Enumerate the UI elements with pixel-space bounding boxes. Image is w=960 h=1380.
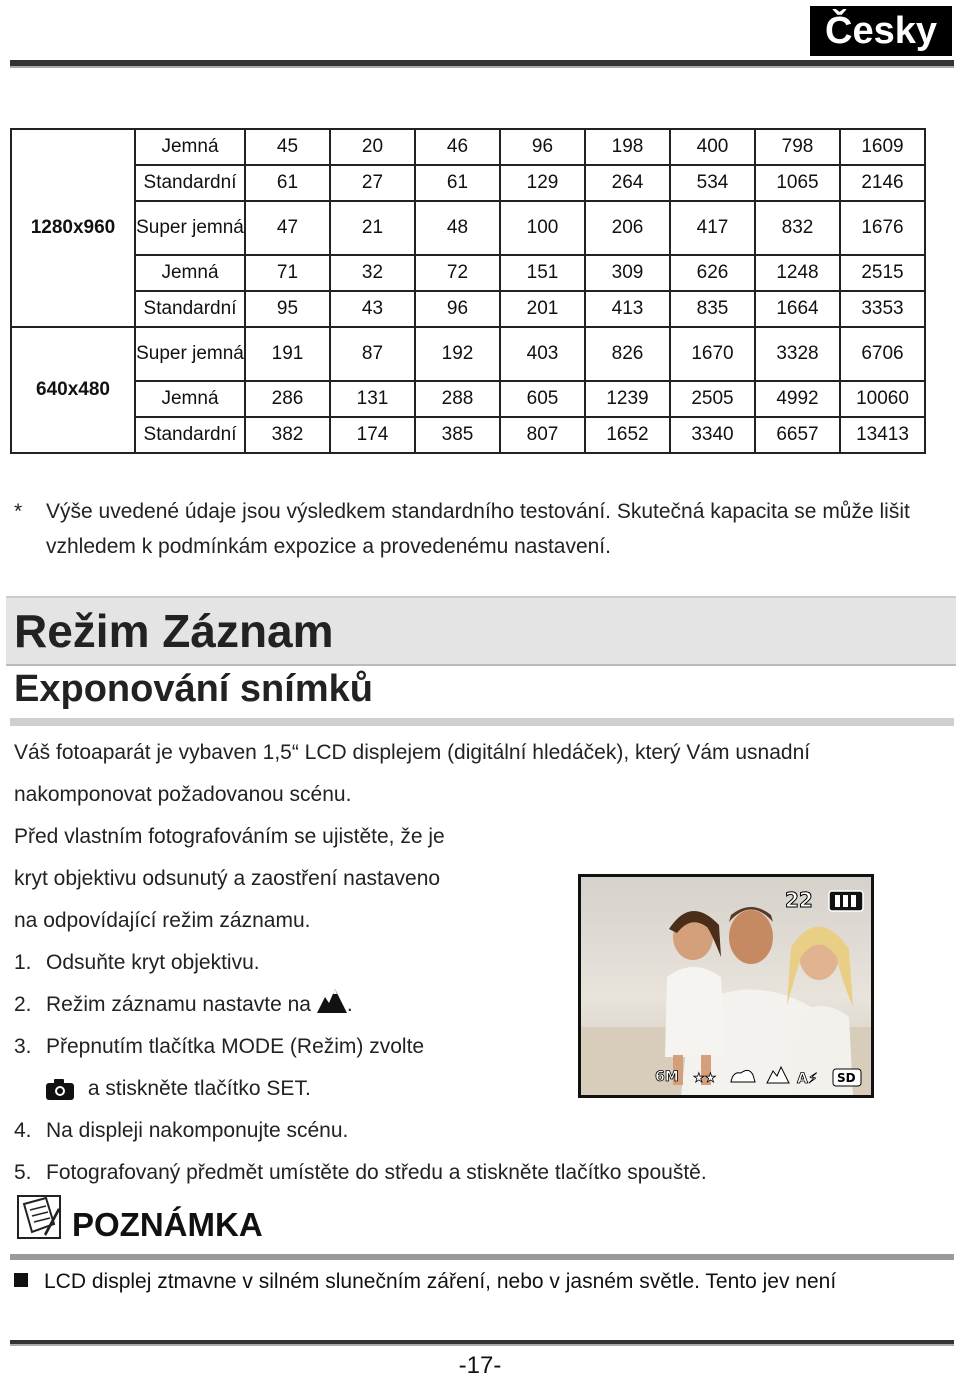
top-rule-shadow	[10, 66, 954, 68]
value-cell: 4992	[755, 381, 840, 417]
flash-auto-icon: A⚡	[797, 1071, 818, 1087]
value-cell: 1248	[755, 255, 840, 291]
value-cell: 309	[585, 255, 670, 291]
language-tab: Česky	[810, 6, 952, 56]
table-row	[11, 291, 925, 327]
value-cell: 1239	[585, 381, 670, 417]
value-cell: 3353	[840, 291, 925, 327]
value-cell: 264	[585, 165, 670, 201]
prep-line: kryt objektivu odsunutý a zaostření nastaveno	[14, 867, 441, 890]
step-text: Režim záznamu nastavte na	[46, 993, 311, 1016]
value-cell: 20	[330, 129, 415, 165]
sd-card-label: SD	[837, 1071, 856, 1085]
value-cell: 826	[585, 327, 670, 381]
value-cell: 72	[415, 255, 500, 291]
value-cell: 6706	[840, 327, 925, 381]
value-cell: 832	[755, 201, 840, 255]
value-cell: 2505	[670, 381, 755, 417]
table-row	[11, 165, 925, 201]
page-title: Režim Záznam	[14, 605, 334, 657]
value-cell: 61	[245, 165, 330, 201]
value-cell: 32	[330, 255, 415, 291]
step-number: 3.	[14, 1035, 32, 1058]
quality-cell: Super jemná	[135, 327, 245, 381]
value-cell: 129	[500, 165, 585, 201]
quality-stars-icon: ★★	[693, 1071, 717, 1086]
value-cell: 3340	[670, 417, 755, 453]
step-item	[14, 984, 353, 1026]
table-row	[11, 381, 925, 417]
value-cell: 400	[670, 129, 755, 165]
step-text: Přepnutím tlačítka MODE (Režim) zvolte	[46, 1035, 425, 1058]
value-cell: 1652	[585, 417, 670, 453]
step-number: 2.	[14, 993, 32, 1016]
value-cell: 3328	[755, 327, 840, 381]
value-cell: 47	[245, 201, 330, 255]
value-cell: 48	[415, 201, 500, 255]
value-cell: 2515	[840, 255, 925, 291]
shots-remaining: 22	[785, 888, 813, 912]
table-row	[11, 327, 925, 381]
value-cell: 100	[500, 201, 585, 255]
value-cell: 46	[415, 129, 500, 165]
step-text: a stiskněte tlačítko SET.	[87, 1077, 311, 1100]
value-cell: 288	[415, 381, 500, 417]
value-cell: 385	[415, 417, 500, 453]
value-cell: 71	[245, 255, 330, 291]
quality-cell: Standardní	[135, 417, 245, 453]
quality-cell: Jemná	[135, 129, 245, 165]
table-row	[11, 417, 925, 453]
value-cell: 417	[670, 201, 755, 255]
value-cell: 151	[500, 255, 585, 291]
value-cell: 206	[585, 201, 670, 255]
step-text: Odsuňte kryt objektivu.	[46, 951, 260, 974]
step-text: Na displeji nakomponujte scénu.	[46, 1119, 349, 1142]
table-row	[11, 129, 925, 165]
value-cell: 27	[330, 165, 415, 201]
quality-cell: Standardní	[135, 165, 245, 201]
intro-line: Váš fotoaparát je vybaven 1,5“ LCD displejem (digitální hledáček), který Vám usnadní	[14, 741, 811, 764]
footnote	[14, 494, 954, 564]
value-cell: 413	[585, 291, 670, 327]
quality-cell: Super jemná	[135, 201, 245, 255]
resolution-cell: 1280x960	[11, 129, 135, 327]
note-icon	[16, 1194, 62, 1240]
note-bullet	[14, 1266, 836, 1298]
value-cell: 201	[500, 291, 585, 327]
value-cell: 1670	[670, 327, 755, 381]
step-number: 4.	[14, 1119, 32, 1142]
page-number: -17-	[458, 1352, 502, 1379]
table-row	[11, 201, 925, 255]
step-text: Fotografovaný předmět umístěte do středu a stiskněte tlačítko spouště.	[46, 1161, 707, 1184]
bottom-rule-shadow	[10, 1344, 954, 1346]
value-cell: 10060	[840, 381, 925, 417]
step-item	[14, 1110, 348, 1152]
note-title: POZNÁMKA	[72, 1206, 263, 1243]
value-cell: 534	[670, 165, 755, 201]
value-cell: 1609	[840, 129, 925, 165]
value-cell: 131	[330, 381, 415, 417]
section-rule	[10, 718, 954, 726]
intro-line: nakomponovat požadovanou scénu.	[14, 783, 352, 806]
resolution-indicator: 6M	[655, 1069, 679, 1085]
value-cell: 1664	[755, 291, 840, 327]
value-cell: 21	[330, 201, 415, 255]
step-item	[14, 1026, 424, 1068]
camera-mode-icon	[46, 1078, 74, 1100]
mountain-mode-icon	[317, 985, 347, 1013]
value-cell: 13413	[840, 417, 925, 453]
step-item	[14, 942, 260, 984]
step-item	[46, 1068, 311, 1110]
prep-line: Před vlastním fotografováním se ujistěte, že je	[14, 825, 445, 848]
value-cell: 6657	[755, 417, 840, 453]
section-title: Exponování snímků	[14, 668, 373, 710]
value-cell: 403	[500, 327, 585, 381]
value-cell: 798	[755, 129, 840, 165]
value-cell: 96	[415, 291, 500, 327]
value-cell: 192	[415, 327, 500, 381]
quality-cell: Jemná	[135, 381, 245, 417]
value-cell: 2146	[840, 165, 925, 201]
value-cell: 174	[330, 417, 415, 453]
value-cell: 835	[670, 291, 755, 327]
resolution-cell: 640x480	[11, 327, 135, 453]
step-number: 5.	[14, 1161, 32, 1184]
value-cell: 1676	[840, 201, 925, 255]
step-item	[14, 1152, 707, 1194]
value-cell: 1065	[755, 165, 840, 201]
prep-line: na odpovídající režim záznamu.	[14, 909, 311, 932]
capacity-table	[10, 128, 926, 454]
family-photo	[581, 877, 871, 1095]
value-cell: 286	[245, 381, 330, 417]
bullet-marker	[14, 1273, 28, 1287]
footnote-star: *	[14, 500, 23, 523]
footnote-text: Výše uvedené údaje jsou výsledkem standardního testování. Skutečná kapacita se může lišit vzhledem k podmínkám expozice a provedenému nastavení.	[46, 500, 910, 558]
quality-cell: Jemná	[135, 255, 245, 291]
value-cell: 382	[245, 417, 330, 453]
note-rule	[10, 1254, 954, 1260]
value-cell: 626	[670, 255, 755, 291]
value-cell: 96	[500, 129, 585, 165]
value-cell: 95	[245, 291, 330, 327]
note-text: LCD displej ztmavne v silném slunečním záření, nebo v jasném světle. Tento jev není	[44, 1270, 837, 1293]
value-cell: 807	[500, 417, 585, 453]
value-cell: 191	[245, 327, 330, 381]
value-cell: 198	[585, 129, 670, 165]
value-cell: 87	[330, 327, 415, 381]
value-cell: 43	[330, 291, 415, 327]
step-number: 1.	[14, 951, 32, 974]
quality-cell: Standardní	[135, 291, 245, 327]
table-row	[11, 255, 925, 291]
value-cell: 61	[415, 165, 500, 201]
value-cell: 605	[500, 381, 585, 417]
step-suffix: .	[346, 993, 353, 1016]
value-cell: 45	[245, 129, 330, 165]
lcd-preview	[578, 874, 874, 1098]
